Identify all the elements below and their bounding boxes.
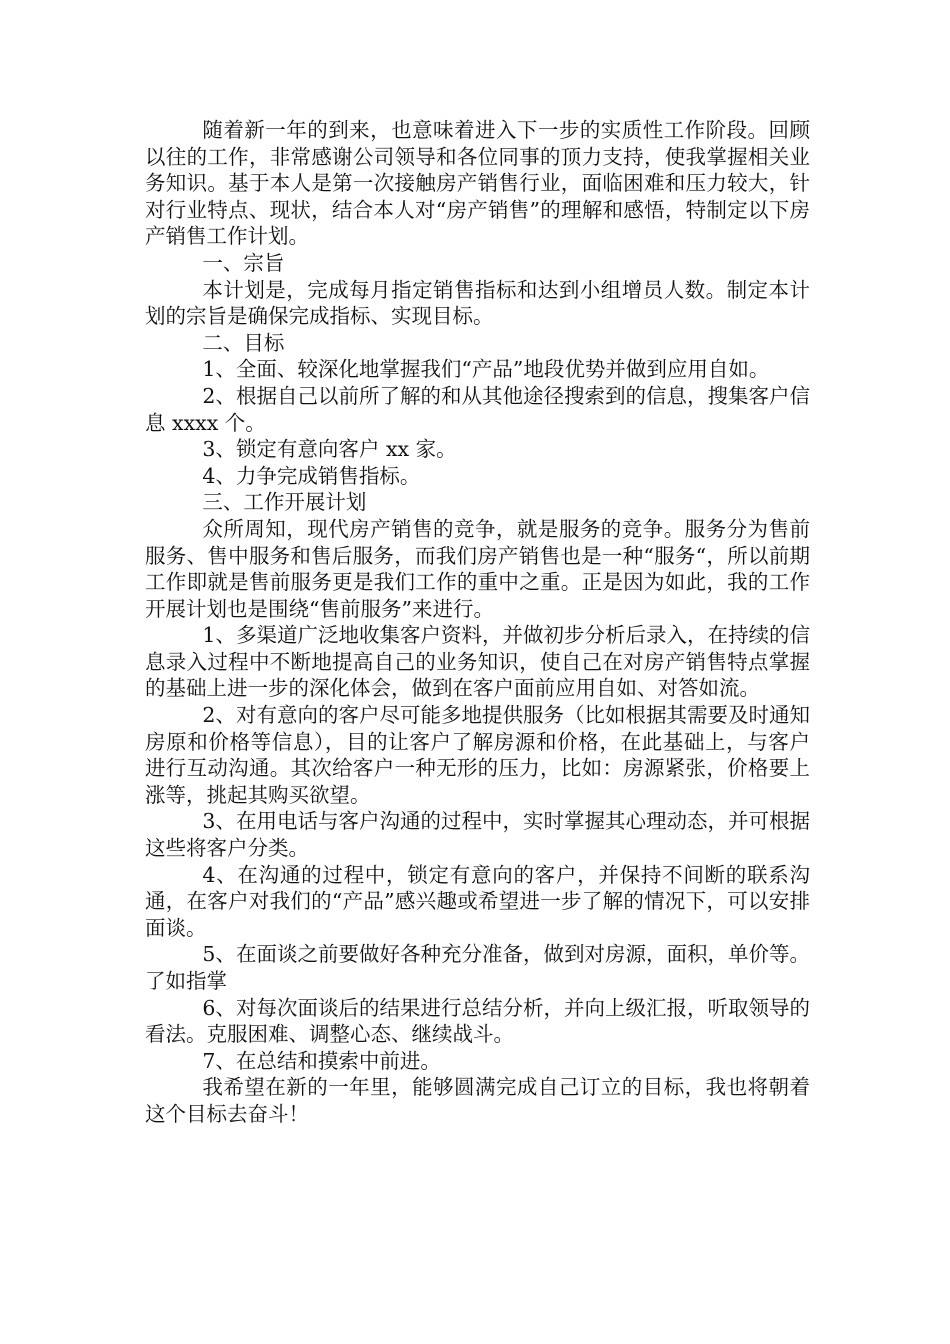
section-heading-work-plan: 三、工作开展计划 <box>202 490 367 515</box>
plan-item: 2、对有意向的客户尽可能多地提供服务（比如根据其需要及时通知房原和价格等信息），目的让客户了解房源和价格，在此基础上，与客户进行互动沟通。其次给客户一种无形的压力，比如：房源紧张，价格要上涨等，挑起其购买欲望。 <box>145 703 810 807</box>
plan-item: 5、在面谈之前要做好各种充分准备，做到对房源，面积，单价等。了如指掌 <box>145 942 810 993</box>
closing-paragraph: 我希望在新的一年里，能够圆满完成自己订立的目标，我也将朝着这个目标去奋斗！ <box>145 1075 810 1126</box>
goal-item: 4、力争完成销售指标。 <box>202 463 421 488</box>
plan-item: 3、在用电话与客户沟通的过程中，实时掌握其心理动态，并可根据这些将客户分类。 <box>145 809 810 861</box>
intro-paragraph: 随着新一年的到来，也意味着进入下一步的实质性工作阶段。回顾以往的工作，非常感谢公司领导和各位同事的顶力支持，使我掌握相关业务知识。基于本人是第一次接触房产销售行业，面临困难和压力较大，针对行业特点、现状，结合本人对“房产销售”的理解和感悟，特制定以下房产销售工作计划。 <box>145 118 810 249</box>
plan-item: 6、对每次面谈后的结果进行总结分析，并向上级汇报，听取领导的看法。克服困难、调整心态、继续战斗。 <box>145 995 810 1047</box>
plan-item: 1、多渠道广泛地收集客户资料，并做初步分析后录入，在持续的信息录入过程中不断地提高自己的业务知识，使自己在对房产销售特点掌握的基础上进一步的深化体会，做到在客户面前应用自如、对答如流。 <box>145 623 810 701</box>
document-body <box>145 117 810 1128</box>
goal-item: 3、锁定有意向客户 xx 家。 <box>202 437 457 462</box>
section-heading-purpose: 一、宗旨 <box>202 250 285 275</box>
work-plan-paragraph: 众所周知，现代房产销售的竞争，就是服务的竞争。服务分为售前服务、售中服务和售后服务，而我们房产销售也是一种“服务“，所以前期工作即就是售前服务更是我们工作的重中之重。正是因为如此，我的工作开展计划也是围绕“售前服务”来进行。 <box>145 516 810 621</box>
goal-item: 2、根据自己以前所了解的和从其他途径搜索到的信息，搜集客户信息 xxxx 个。 <box>145 383 810 435</box>
section-heading-goals: 二、目标 <box>202 330 285 355</box>
plan-item: 4、在沟通的过程中，锁定有意向的客户，并保持不间断的联系沟通，在客户对我们的“产品”感兴趣或希望进一步了解的情况下，可以安排面谈。 <box>145 862 810 940</box>
plan-item: 7、在总结和摸索中前进。 <box>202 1048 441 1073</box>
goal-item: 1、全面、较深化地掌握我们“产品”地段优势并做到应用自如。 <box>202 357 770 382</box>
purpose-paragraph: 本计划是，完成每月指定销售指标和达到小组增员人数。制定本计划的宗旨是确保完成指标、实现目标。 <box>145 277 810 329</box>
